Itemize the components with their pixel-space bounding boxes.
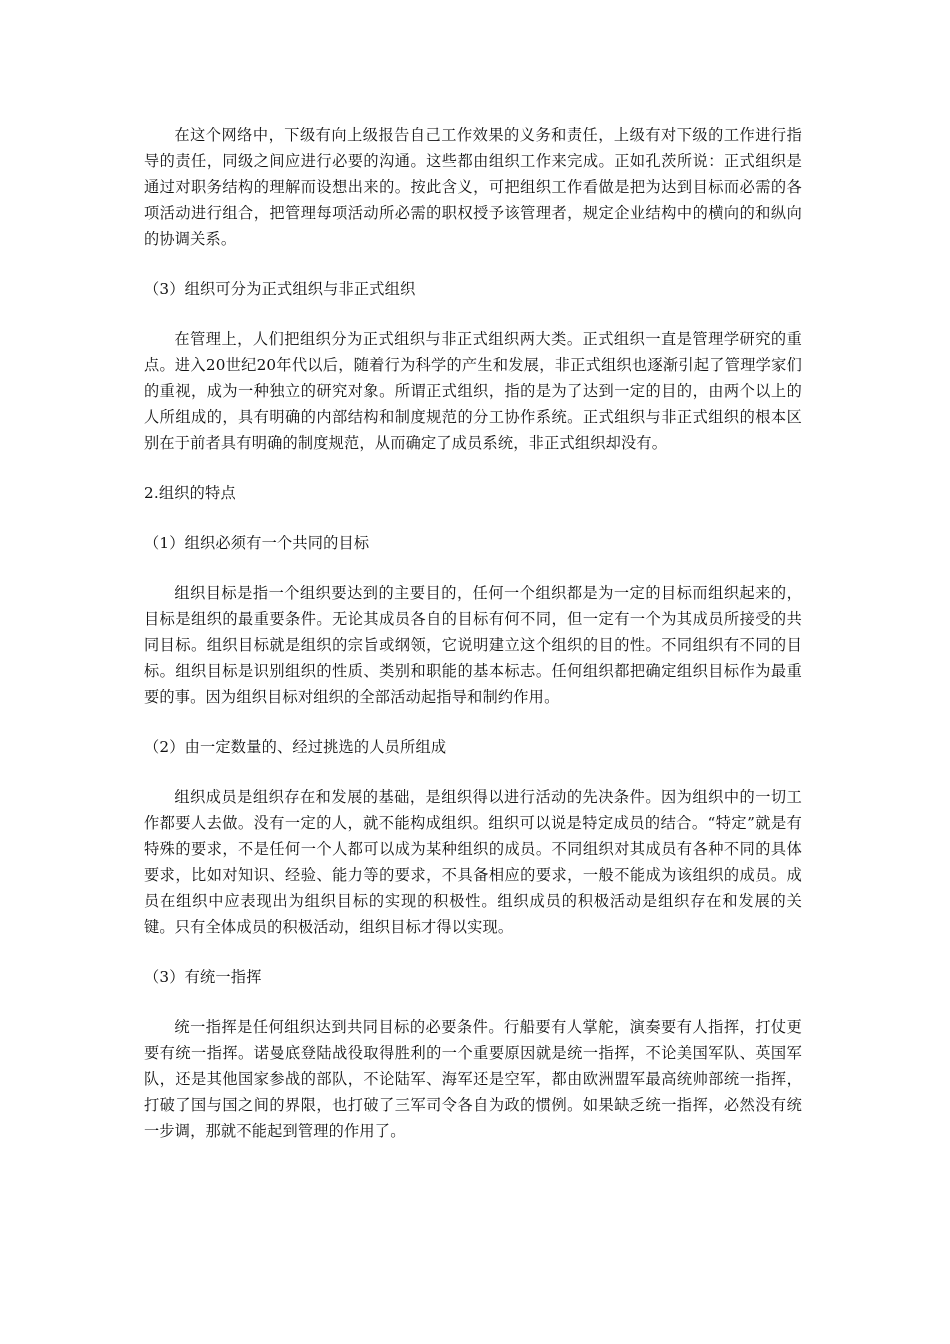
paragraph-network-responsibilities: 在这个网络中，下级有向上级报告自己工作效果的义务和责任，上级有对下级的工作进行指导的责任，同级之间应进行必要的沟通。这些都由组织工作来完成。正如孔茨所说：正式组织是通过对职务结构的理解而设想出来的。按此含义，可把组织工作看做是把为达到目标而必需的各项活动进行组合，把管理每项活动所必需的职权授予该管理者，规定企业结构中的横向的和纵向的协调关系。 [144, 126, 802, 248]
heading-selected-members: （2）由一定数量的、经过挑选的人员所组成 [144, 738, 447, 756]
heading-common-goal: （1）组织必须有一个共同的目标 [144, 534, 370, 552]
document-page [144, 122, 802, 1144]
heading-formal-informal: （3）组织可分为正式组织与非正式组织 [144, 280, 416, 298]
paragraph-formal-informal: 在管理上，人们把组织分为正式组织与非正式组织两大类。正式组织一直是管理学研究的重点。进入20世纪20年代以后，随着行为科学的产生和发展，非正式组织也逐渐引起了管理学家们的重视，成为一种独立的研究对象。所谓正式组织，指的是为了达到一定的目的，由两个以上的人所组成的，具有明确的内部结构和制度规范的分工协作系统。正式组织与非正式组织的根本区别在于前者具有明确的制度规范，从而确定了成员系统，非正式组织却没有。 [144, 330, 802, 452]
paragraph-selected-members: 组织成员是组织存在和发展的基础，是组织得以进行活动的先决条件。因为组织中的一切工作都要人去做。没有一定的人，就不能构成组织。组织可以说是特定成员的结合。“特定”就是有特殊的要求，不是任何一个人都可以成为某种组织的成员。不同组织对其成员有各种不同的具体要求，比如对知识、经验、能力等的要求，不具备相应的要求，一般不能成为该组织的成员。成员在组织中应表现出为组织目标的实现的积极性。组织成员的积极活动是组织存在和发展的关键。只有全体成员的积极活动，组织目标才得以实现。 [144, 788, 802, 936]
paragraph-unified-command: 统一指挥是任何组织达到共同目标的必要条件。行船要有人掌舵，演奏要有人指挥，打仗更要有统一指挥。诺曼底登陆战役取得胜利的一个重要原因就是统一指挥，不论美国军队、英国军队，还是其他国家参战的部队，不论陆军、海军还是空军，都由欧洲盟军最高统帅部统一指挥，打破了国与国之间的界限，也打破了三军司令各自为政的惯例。如果缺乏统一指挥，必然没有统一步调，那就不能起到管理的作用了。 [144, 1018, 802, 1140]
paragraph-common-goal: 组织目标是指一个组织要达到的主要目的，任何一个组织都是为一定的目标而组织起来的，目标是组织的最重要条件。无论其成员各自的目标有何不同，但一定有一个为其成员所接受的共同目标。组织目标就是组织的宗旨或纲领，它说明建立这个组织的目的性。不同组织有不同的目标。组织目标是识别组织的性质、类别和职能的基本标志。任何组织都把确定组织目标作为最重要的事。因为组织目标对组织的全部活动起指导和制约作用。 [144, 584, 802, 706]
heading-unified-command: （3）有统一指挥 [144, 968, 262, 986]
heading-org-characteristics: 2.组织的特点 [144, 484, 236, 502]
